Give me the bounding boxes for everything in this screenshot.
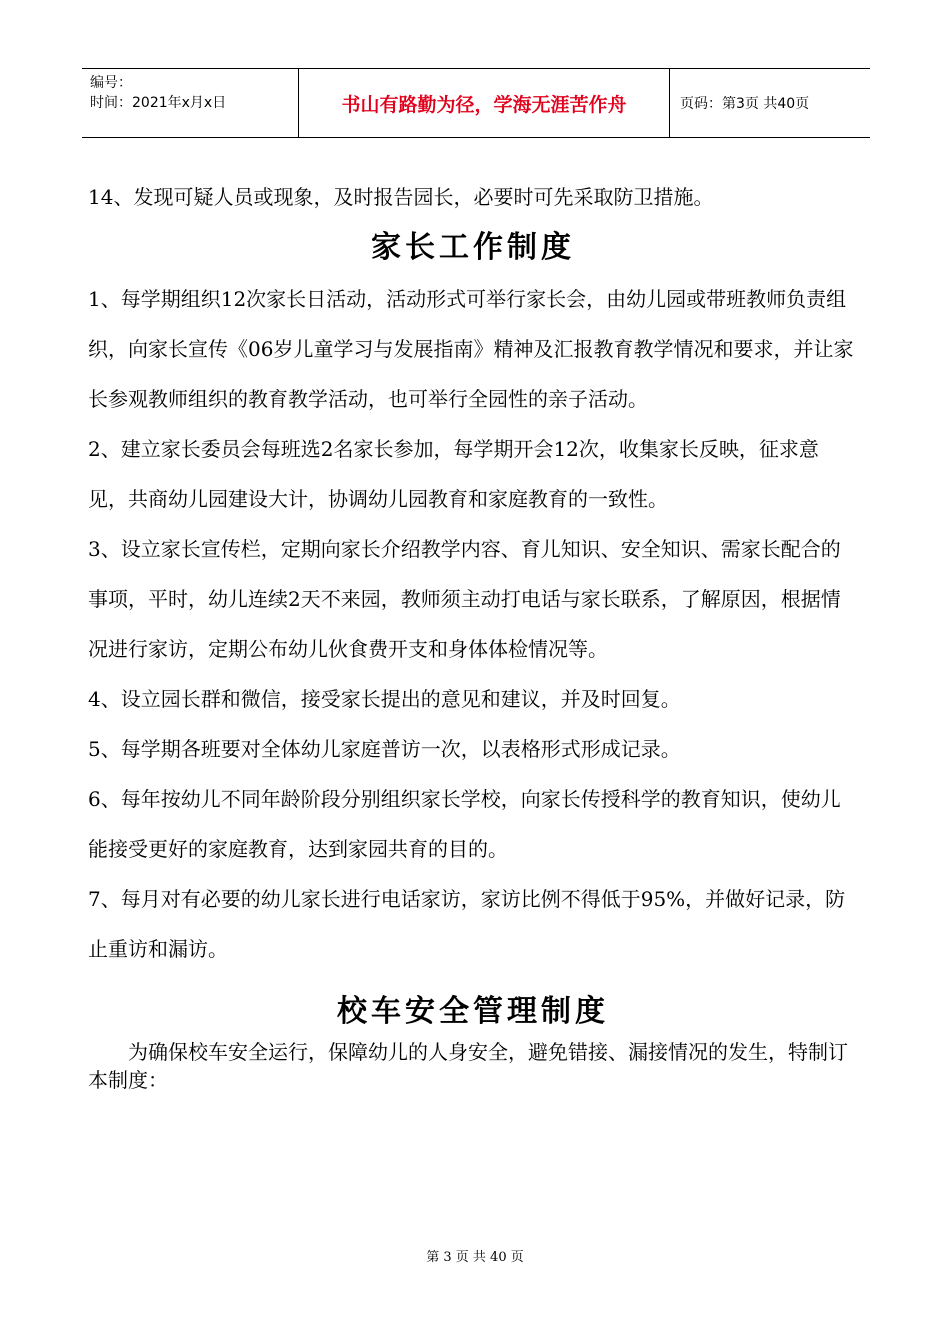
header-meta xyxy=(82,69,299,137)
section-title-school-bus: 校车安全管理制度 xyxy=(337,994,609,1029)
paragraph-14: 14、发现可疑人员或现象，及时报告园长，必要时可先采取防卫措施。 xyxy=(88,185,714,209)
document-body xyxy=(88,172,858,1094)
section-title-parent-work: 家长工作制度 xyxy=(371,230,575,265)
header-motto: 书山有路勤为径，学海无涯苦作舟 xyxy=(299,69,670,137)
list-item: 4、设立园长群和微信，接受家长提出的意见和建议，并及时回复。 xyxy=(88,687,681,711)
intro-paragraph: 为确保校车安全运行，保障幼儿的人身安全，避免错接、漏接情况的发生，特制订本制度： xyxy=(88,1040,848,1092)
list-item: 2、建立家长委员会每班选2名家长参加，每学期开会12次，收集家长反映，征求意见，共商幼儿园建设大计，协调幼儿园教育和家庭教育的一致性。 xyxy=(88,437,819,511)
list-item: 7、每月对有必要的幼儿家长进行电话家访，家访比例不得低于95%，并做好记录，防止重访和漏访。 xyxy=(88,887,846,961)
list-item: 6、每年按幼儿不同年龄阶段分别组织家长学校，向家长传授科学的教育知识，使幼儿能接受更好的家庭教育，达到家园共育的目的。 xyxy=(88,787,841,861)
list-item: 3、设立家长宣传栏，定期向家长介绍教学内容、育儿知识、安全知识、需家长配合的事项，平时，幼儿连续2天不来园，教师须主动打电话与家长联系，了解原因，根据情况进行家访，定期公布幼儿伙食费开支和身体体检情况等。 xyxy=(88,537,841,661)
header-page-label: 页码：第3页 共40页 xyxy=(680,96,810,112)
page-footer: 第 3 页 共 40 页 xyxy=(426,1250,524,1265)
number-label: 编号： xyxy=(90,75,132,91)
list-item: 5、每学期各班要对全体幼儿家庭普访一次，以表格形式形成记录。 xyxy=(88,737,681,761)
time-label: 时间：2021年x月x日 xyxy=(90,95,227,111)
list-item: 1、每学期组织12次家长日活动，活动形式可举行家长会，由幼儿园或带班教师负责组织，向家长宣传《06岁儿童学习与发展指南》精神及汇报教育教学情况和要求，并让家长参观教师组织的教育教学活动，也可举行全园性的亲子活动。 xyxy=(88,287,854,411)
document-header xyxy=(82,68,870,138)
